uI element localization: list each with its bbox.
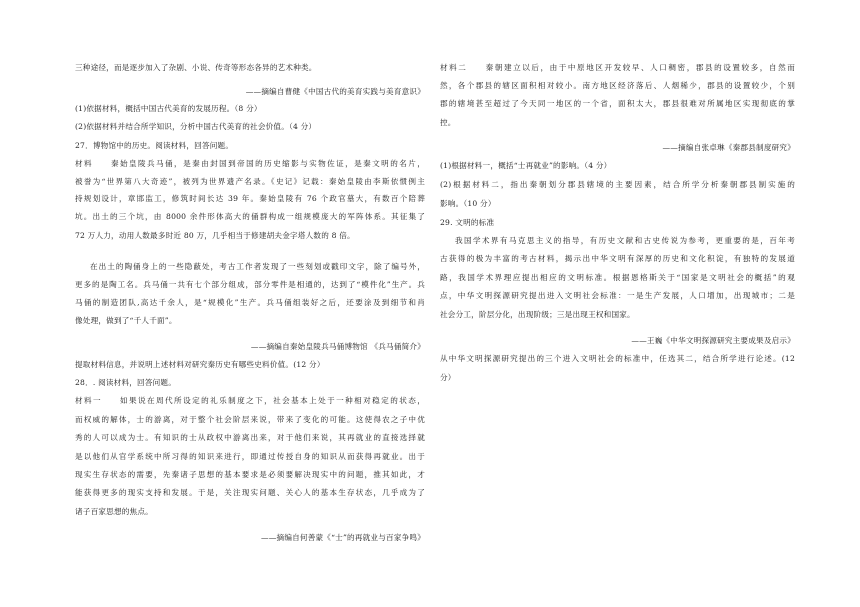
text-line: 诸子百家思想的焦点。 [75,507,153,516]
text-line: 坑。出土的三个坑，由 8000 余件形体高大的俑群构成一组规模庞大的军阵体系。其征集了 [75,212,425,221]
source-citation: ——摘编自张卓琳《秦郡县制度研究》 [662,143,795,152]
text-line: 能获得更多的现实支持和发展。于是，关注现实问题、关心人的基本生存状态，几乎成为了 [75,488,425,497]
text-line: 控。 [440,118,456,127]
text-line: 像处理，做到了“千人千面”。 [75,316,177,325]
text-line: 是以他们从官学系统中所习得的知识来进行，即通过传授自身的知识从而获得再就业。出于 [75,452,425,461]
text-line: 马俑的制造团队,高达千余人，是“规模化”生产。兵马俑组装好之后，还要涂及到细节和肖 [75,298,425,307]
text-line: 点，中华文明探源研究提出进入文明社会标准：一是生产发展，人口增加，出现城市；二是 [440,291,795,300]
text-line: 三种途径，而是逐步加入了杂剧、小说、传奇等形态各异的艺术种类。 [75,63,317,72]
text-line: 影响。（10 分） [440,199,496,208]
text-line: (1)根据材料一，概括“士再就业”的影响。（4 分） [440,161,612,170]
text-line: 材料一 如果说在周代所设定的礼乐制度之下，社会基本上处于一种相对稳定的状态， [75,396,425,405]
source-citation: ——摘编自曹健《中国古代的美育实践与美育意识》 [245,87,425,96]
text-line: 72 万人力，动用人数最多时近 80 万，几乎相当于修建胡夫金字塔人数的 8 倍。 [75,231,355,240]
text-line: 29. 文明的标准 [440,218,495,227]
source-citation: ——摘编自何善蒙《“士”的再就业与百家争鸣》 [260,533,425,542]
text-line: 在出土的陶俑身上的一些隐蔽处，考古工作者发现了一些刻划或戳印文字，除了编号外， [90,262,425,271]
text-line: 更多的是陶工名。兵马俑一共有七个部分组成，部分零件是相通的，达到了“模件化”生产。兵 [75,280,425,289]
text-line: 材料 秦始皇陵兵马俑，是秦由封国到帝国的历史缩影与实物佐证，是秦文明的名片， [75,159,425,168]
source-citation: ——摘编自秦始皇陵兵马俑博物馆 《兵马俑简介》 [250,342,425,351]
text-line: 而权威的解体，士的游离，对于整个社会阶层来说，带来了变化的可能。这使得农之子中优 [75,415,425,424]
text-line: 我国学术界有马克思主义的指导，有历史文献和古史传说为参考，更重要的是，百年考 [455,236,795,245]
text-line: (2)根据材料二，指出秦朝划分郡县辖境的主要因素，结合所学分析秦朝郡县制实施的 [440,180,795,189]
text-line: 被誉为“世界第八大奇迹”，被列为世界遗产名录。《史记》记载：秦始皇陵由李斯依惯例主 [75,177,425,186]
text-line: 持规划设计，章邯监工，修筑时间长达 39 年。秦始皇陵有 76 个政官墓大，有数百个陪葬 [75,194,425,203]
text-line: 材料二 秦朝建立以后，由于中原地区开发较早、人口稠密，郡县的设置较多，自然而 [440,63,795,72]
text-line: (2)依据材料并结合所学知识，分析中国古代美育的社会价值。（4 分） [75,122,317,131]
text-line: 现实生存状态的需要，先秦诸子思想的基本要求是必须要解决现实中的问题，推其如此，才 [75,470,425,479]
text-line: 社会分工，阶层分化，出现阶级；三是出现王权和国家。 [440,310,635,319]
text-line: 提取材料信息，并说明上述材料对研究秦历史有哪些史料价值。(12 分） [75,360,325,369]
text-line: 秀的人可以成为士。有知识的士从政权中游离出来，对于他们来说，其再就业的直接选择就 [75,433,425,442]
text-line: 然，各个郡县的辖区面积相对较小。南方地区经济落后、人烟稀少，郡县的设置较少，个别 [440,81,795,90]
text-line: 郡的辖境甚至超过了今天同一地区的一个省，面积太大，郡县很难对所属地区实现彻底的掌 [440,99,795,108]
text-line: 分） [440,373,456,382]
text-line: 28．. 阅读材料，回答问题。 [75,378,177,387]
text-line: 27．博物馆中的历史。阅读材料，回答问题。 [75,141,234,150]
text-line: 路，我国学术界理应提出相应的文明标准。根据恩格斯关于“国家是文明社会的概括”的观 [440,273,795,282]
text-line: 从中华文明探源研究提出的三个进入文明社会的标准中，任选其二，结合所学进行论述。(12 [440,354,795,363]
text-line: 古获得的极为丰富的考古材料，揭示出中华文明有深厚的历史和文化积淀，有独特的发展道 [440,254,795,263]
source-citation: ——王巍《中华文明探源研究主要成果及启示》 [631,336,795,345]
text-line: (1)依据材料，概括中国古代美育的发展历程。（8 分） [75,104,262,113]
